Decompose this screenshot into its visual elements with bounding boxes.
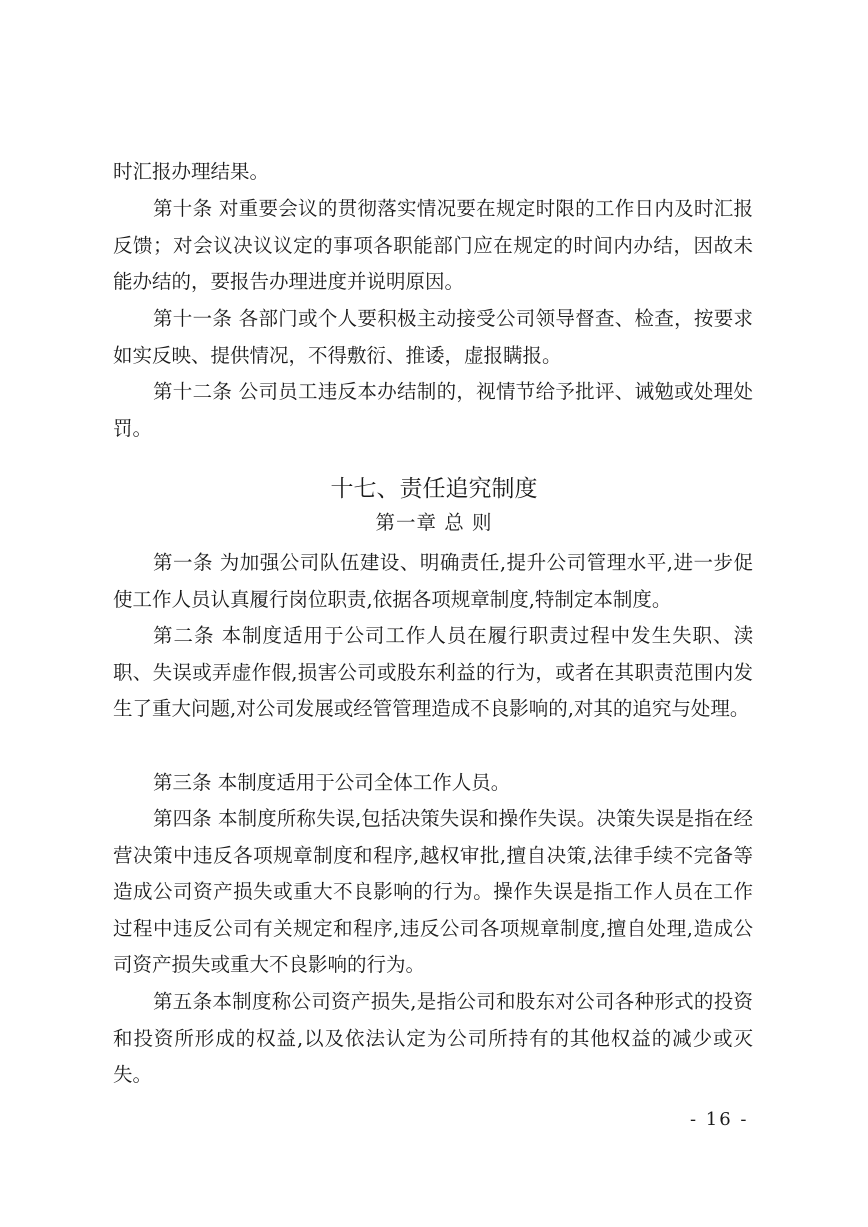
chapter-title: 第一章 总 则: [375, 511, 493, 534]
paragraph-article-12: 第十二条 公司员工违反本办结制的，视情节给予批评、诫勉或处理处罚。: [113, 380, 753, 440]
paragraph-article-1: 第一条 为加强公司队伍建设、明确责任,提升公司管理水平,进一步促使工作人员认真履行岗位职责,依据各项规章制度,特制定本制度。: [113, 551, 753, 611]
section-title: 十七、责任追究制度: [330, 476, 538, 502]
paragraph-article-10: 第十条 对重要会议的贯彻落实情况要在规定时限的工作日内及时汇报反馈；对会议决议议定的事项各职能部门应在规定的时间内办结，因故未能办结的，要报告办理进度并说明原因。: [113, 197, 753, 293]
paragraph-article-11: 第十一条 各部门或个人要积极主动接受公司领导督查、检查，按要求如实反映、提供情况，不得敷衍、推诿，虚报瞒报。: [113, 307, 753, 367]
paragraph-continuation: 时汇报办理结果。: [113, 160, 270, 183]
paragraph-article-3: 第三条 本制度适用于公司全体工作人员。: [153, 771, 511, 794]
paragraph-article-4: 第四条 本制度所称失误,包括决策失误和操作失误。决策失误是指在经营决策中违反各项规章制度和程序,越权审批,擅自决策,法律手续不完备等造成公司资产损失或重大不良影响的行为。操作失误是指工作人员在工作过程中违反公司有关规定和程序,违反公司各项规章制度,擅自处理,造成公司资产损失或重大不良影响的行为。: [113, 807, 753, 976]
paragraph-article-2: 第二条 本制度适用于公司工作人员在履行职责过程中发生失职、渎职、失误或弄虚作假,损害公司或股东利益的行为，或者在其职责范围内发生了重大问题,对公司发展或经管管理造成不良影响的,对其的追究与处理。: [113, 624, 753, 720]
paragraph-article-5: 第五条本制度称公司资产损失,是指公司和股东对公司各种形式的投资和投资所形成的权益,以及依法认定为公司所持有的其他权益的减少或灭失。: [113, 990, 753, 1086]
page-number: - 16 -: [690, 1109, 749, 1130]
